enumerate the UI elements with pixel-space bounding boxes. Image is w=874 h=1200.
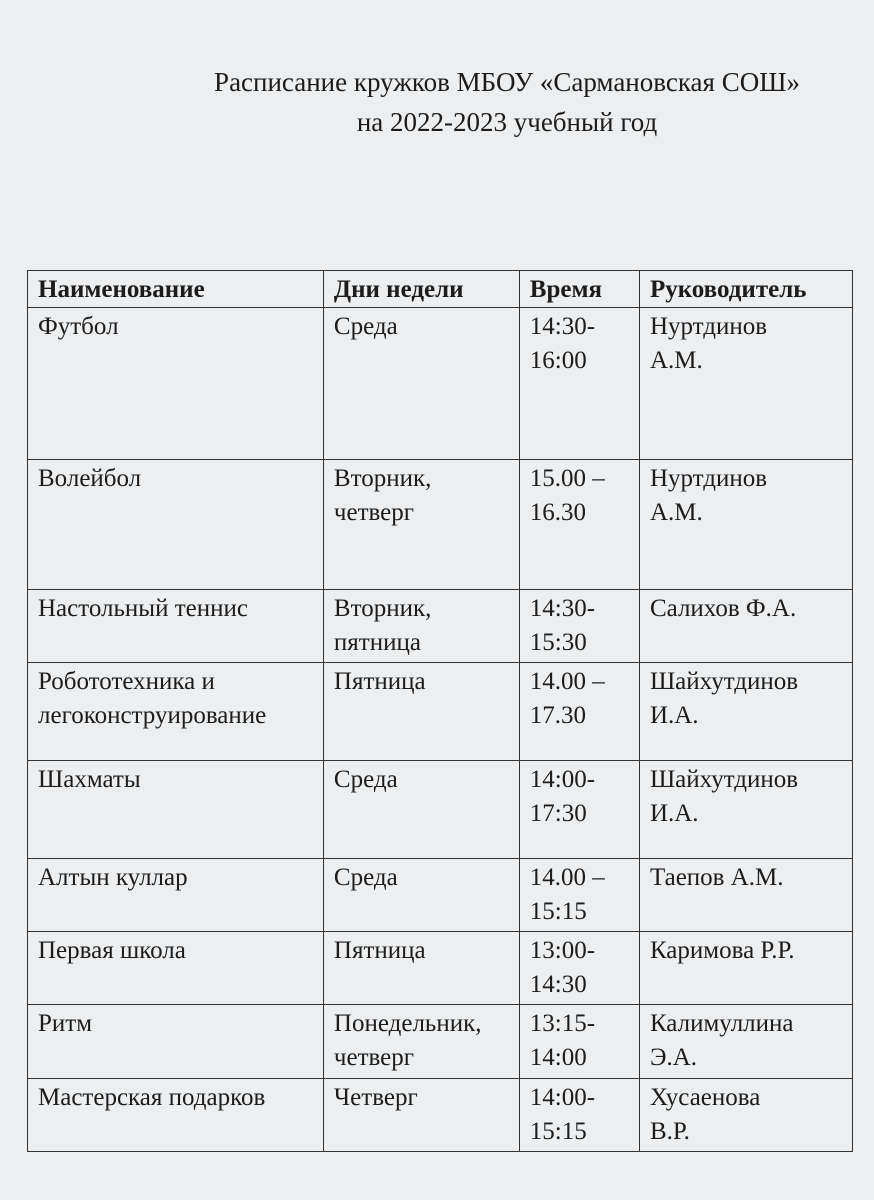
table-row (28, 460, 853, 590)
cell-time (519, 663, 639, 761)
cell-name-line: легоконструирование (38, 702, 267, 729)
cell-leader (639, 932, 852, 1005)
cell-time-line: 14:30 (529, 971, 587, 998)
table-header-row (28, 271, 853, 308)
cell-time-line: 14:30- (529, 313, 596, 340)
cell-leader-line: Каримова Р.Р. (649, 937, 795, 964)
cell-name (28, 1079, 324, 1152)
cell-name-line: Ритм (38, 1010, 93, 1037)
cell-days (323, 663, 519, 761)
cell-leader (639, 460, 852, 590)
cell-name (28, 761, 324, 859)
cell-leader-line: И.А. (649, 800, 699, 827)
cell-time (519, 590, 639, 663)
cell-days-line: Среда (333, 864, 398, 891)
header-name: Наименование (28, 271, 324, 308)
header-days: Дни недели (323, 271, 519, 308)
cell-name-line: Первая школа (38, 937, 186, 964)
cell-name-line: Волейбол (38, 465, 142, 492)
cell-name-line: Футбол (38, 313, 119, 340)
cell-days (323, 932, 519, 1005)
cell-days (323, 1079, 519, 1152)
document-title (0, 62, 874, 142)
cell-leader-line: В.Р. (649, 1118, 690, 1145)
cell-leader-line: Шайхутдинов (649, 766, 799, 793)
cell-leader-line: Нуртдинов (649, 465, 768, 492)
cell-leader-line: Таепов А.М. (649, 864, 784, 891)
table-row (28, 308, 853, 460)
cell-time-line: 17.30 (529, 702, 587, 729)
cell-days-line: Пятница (333, 937, 426, 964)
cell-time-line: 14:30- (529, 595, 596, 622)
table-body (28, 308, 853, 1152)
cell-name (28, 859, 324, 932)
cell-days (323, 460, 519, 590)
cell-days-line: четверг (333, 499, 415, 526)
cell-time-line: 13:15- (529, 1010, 596, 1037)
cell-time (519, 1079, 639, 1152)
cell-leader (639, 859, 852, 932)
cell-days (323, 1005, 519, 1079)
cell-time-line: 17:30 (529, 800, 587, 827)
cell-time-line: 16:00 (529, 347, 587, 374)
cell-name-line: Мастерская подарков (38, 1084, 266, 1111)
cell-time (519, 1005, 639, 1079)
cell-leader-line: Э.А. (649, 1044, 698, 1071)
cell-leader (639, 590, 852, 663)
cell-time (519, 932, 639, 1005)
table-row (28, 663, 853, 761)
cell-name-line: Шахматы (38, 766, 141, 793)
cell-leader (639, 308, 852, 460)
cell-time-line: 14.00 – (529, 668, 605, 695)
cell-leader-line: И.А. (649, 702, 699, 729)
cell-time-line: 15:30 (529, 629, 587, 656)
header-time: Время (519, 271, 639, 308)
cell-time-line: 14:00 (529, 1044, 587, 1071)
cell-days-line: пятница (333, 629, 421, 656)
cell-name (28, 1005, 324, 1079)
cell-time (519, 761, 639, 859)
cell-time-line: 16.30 (529, 499, 587, 526)
cell-name-line: Настольный теннис (38, 595, 248, 622)
cell-time-line: 14.00 – (529, 864, 605, 891)
cell-days-line: четверг (333, 1044, 415, 1071)
cell-days-line: Пятница (333, 668, 426, 695)
title-line-1: Расписание кружков МБОУ «Сармановская СОШ» (214, 67, 800, 97)
cell-time-line: 13:00- (529, 937, 596, 964)
cell-days-line: Четверг (333, 1084, 418, 1111)
table-row (28, 590, 853, 663)
cell-leader-line: Салихов Ф.А. (649, 595, 797, 622)
table-row (28, 932, 853, 1005)
cell-time-line: 15:15 (529, 898, 587, 925)
cell-time (519, 460, 639, 590)
table-row (28, 859, 853, 932)
cell-days (323, 590, 519, 663)
cell-name (28, 460, 324, 590)
cell-time-line: 14:00- (529, 766, 596, 793)
table-row (28, 1005, 853, 1079)
cell-days (323, 859, 519, 932)
cell-days (323, 308, 519, 460)
cell-leader (639, 1005, 852, 1079)
cell-leader-line: А.М. (649, 499, 703, 526)
schedule-table (27, 270, 853, 1152)
header-leader: Руководитель (639, 271, 852, 308)
cell-leader-line: Калимуллина (649, 1010, 794, 1037)
cell-name-line: Алтын куллар (38, 864, 188, 891)
cell-leader-line: Шайхутдинов (649, 668, 799, 695)
cell-days-line: Среда (333, 313, 398, 340)
cell-days-line: Вторник, (333, 465, 432, 492)
cell-time-line: 15.00 – (529, 465, 605, 492)
cell-leader-line: А.М. (649, 347, 703, 374)
cell-leader-line: Нуртдинов (649, 313, 768, 340)
cell-days-line: Понедельник, (333, 1010, 482, 1037)
table-row (28, 761, 853, 859)
cell-name (28, 590, 324, 663)
cell-days-line: Среда (333, 766, 398, 793)
cell-leader (639, 761, 852, 859)
cell-name (28, 308, 324, 460)
cell-days-line: Вторник, (333, 595, 432, 622)
table-row (28, 1079, 853, 1152)
cell-name (28, 932, 324, 1005)
cell-leader (639, 663, 852, 761)
cell-leader (639, 1079, 852, 1152)
cell-time-line: 15:15 (529, 1118, 587, 1145)
cell-leader-line: Хусаенова (649, 1084, 761, 1111)
cell-name-line: Робототехника и (38, 668, 215, 695)
cell-name (28, 663, 324, 761)
title-line-2: на 2022-2023 учебный год (356, 107, 658, 137)
cell-days (323, 761, 519, 859)
cell-time-line: 14:00- (529, 1084, 596, 1111)
cell-time (519, 859, 639, 932)
cell-time (519, 308, 639, 460)
